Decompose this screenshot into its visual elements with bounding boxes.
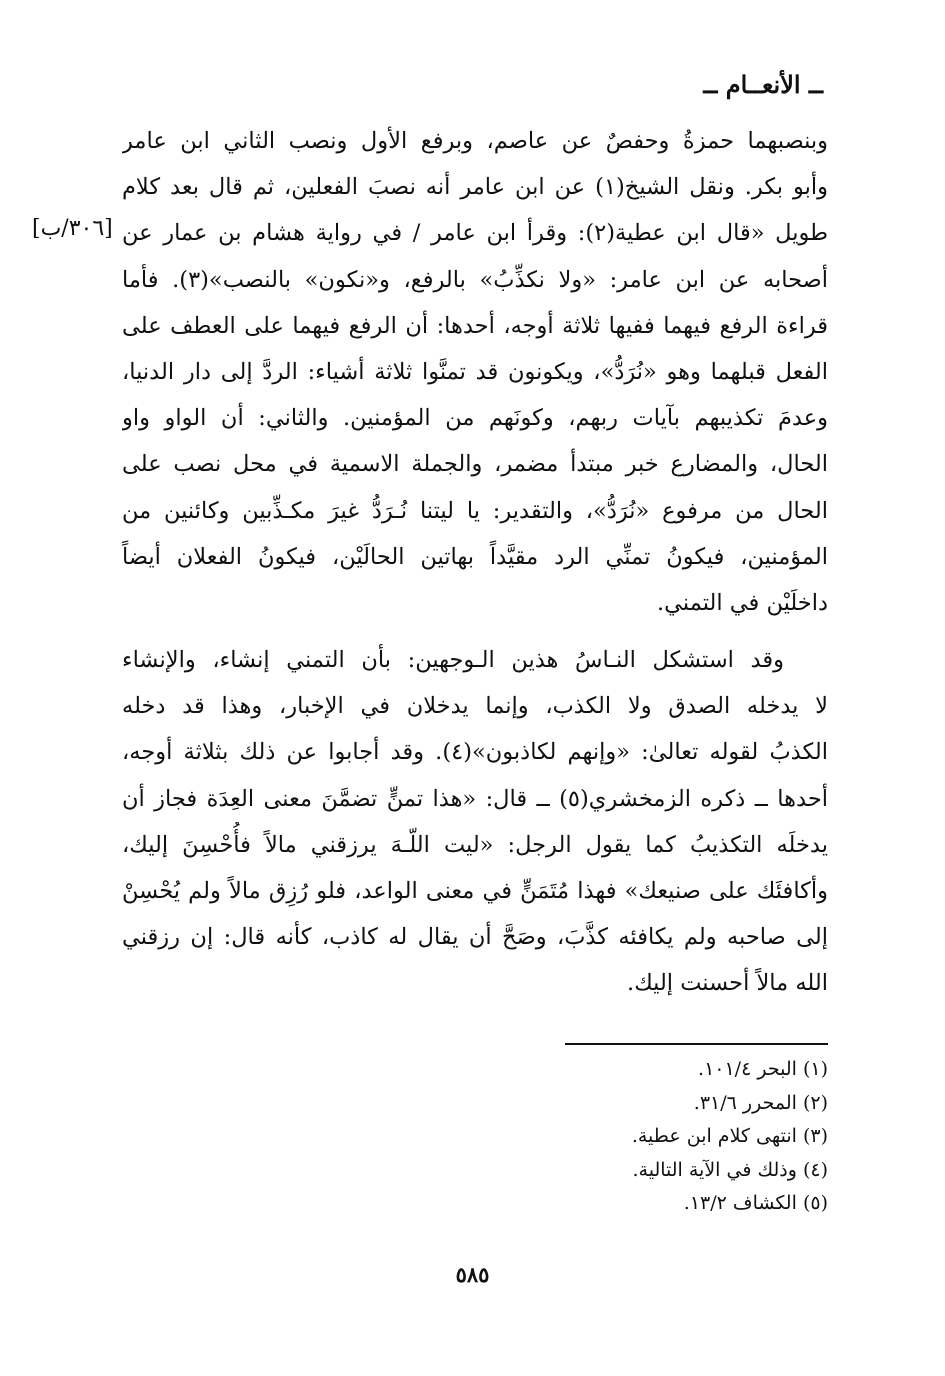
page-number: ٥٨٥ xyxy=(455,1262,490,1287)
footnote-text: البحر ١٠١/٤. xyxy=(698,1058,797,1080)
text-line: المؤمنين، فيكونُ تمنِّي الرد مقيَّداً بهاتين الحالَيْن، فيكونُ الفعلان أيضاً xyxy=(122,543,828,570)
text-line: وأكافئَك على صنيعك» فهذا مُتَمَنٍّ في معنى الواعد، فلو رُزِق مالاً ولم يُحْسِنْ xyxy=(122,878,828,904)
footnote-item xyxy=(328,1120,828,1154)
footnote-marker: (٥) xyxy=(802,1192,828,1215)
footnote-text: الكشاف ١٣/٢. xyxy=(683,1192,797,1215)
footnote-text: المحرر ٣١/٦. xyxy=(693,1091,797,1114)
text-line: إلى صاحبه ولم يكافئه كذَّبَ، وصَحَّ أن يقال له كاذب، كأنه قال: إن رزقني xyxy=(122,924,828,951)
footnotes xyxy=(328,1053,828,1221)
text-line: وبنصبهما حمزةُ وحفصٌ عن عاصم، وبرفع الأول ونصب الثاني ابن عامر xyxy=(122,128,828,154)
footnote-text: انتهى كلام ابن عطية. xyxy=(631,1125,797,1148)
footnote-marker: (٣) xyxy=(802,1125,828,1148)
footnote-marker: (٤) xyxy=(802,1158,828,1181)
footnote-text: وذلك في الآية التالية. xyxy=(632,1158,797,1181)
text-line: طويل «قال ابن عطية(٢): وقرأ ابن عامر / في رواية هشام بن عمار عن xyxy=(122,220,828,247)
footnote-divider xyxy=(565,1043,828,1045)
text-line: أصحابه عن ابن عامر: «ولا نكذِّبُ» بالرفع، و«نكون» بالنصب»(٣). فأما xyxy=(122,266,828,293)
folio-margin-note: [٣٠٦/ب] xyxy=(32,216,113,241)
text-line: يدخلَه التكذيبُ كما يقول الرجل: «ليت اللّـهَ يرزقني مالاً فأُحْسِنَ إليك، xyxy=(122,831,828,858)
paragraph-gap xyxy=(122,626,828,637)
text-line: وأبو بكر. ونقل الشيخ(١) عن ابن عامر أنه نصبَ الفعلين، ثم قال بعد كلام xyxy=(122,174,828,201)
text-line: الحال من مرفوع «نُرَدُّ»، والتقدير: يا ليتنا نُـرَدُّ غيرَ مكـذِّبين وكائنين من xyxy=(122,497,828,524)
footnote-item xyxy=(328,1053,828,1087)
text-line: وعدمَ تكذيبهم بآيات ربهم، وكونَهم من المؤمنين. والثاني: أن الواو واو xyxy=(122,405,828,432)
footnote-item xyxy=(328,1087,828,1121)
text-line: داخلَيْن في التمني. xyxy=(657,589,828,616)
text-line: الحال، والمضارع خبر مبتدأ مضمر، والجملة الاسمية في محل نصب على xyxy=(122,451,828,478)
text-line: الفعل قبلهما وهو «نُرَدُّ»، ويكونون قد تمنَّوا ثلاثة أشياء: الردَّ إلى دار الدنيا، xyxy=(122,358,828,385)
text-line: وقد استشكل النـاسُ هذين الـوجهين: بأن التمني إنشاء، والإنشاء xyxy=(122,647,784,674)
footnote-marker: (٢) xyxy=(802,1091,828,1114)
text-line: الله مالاً أحسنت إليك. xyxy=(627,970,828,997)
text-line: الكذبُ لقوله تعالىٰ: «وإنهم لكاذبون»(٤). وقد أجابوا عن ذلك بثلاثة أوجه، xyxy=(122,739,828,766)
footnote-item xyxy=(328,1154,828,1188)
main-text xyxy=(122,118,828,1007)
text-line: أحدها ــ ذكره الزمخشري(٥) ــ قال: «هذا تمنٍّ تضمَّنَ معنى العِدَة فجاز أن xyxy=(122,785,828,812)
footnote-item xyxy=(328,1187,828,1221)
running-header: ــ الأنعــام ــ xyxy=(703,70,823,99)
text-line: قراءة الرفع فيهما ففيها ثلاثة أوجه، أحدها: أن الرفع فيهما على العطف على xyxy=(122,312,828,339)
text-line: لا يدخله الصدق ولا الكذب، وإنما يدخلان في الإخبار، وهذا قد دخله xyxy=(122,693,828,720)
footnote-marker: (١) xyxy=(802,1058,828,1080)
